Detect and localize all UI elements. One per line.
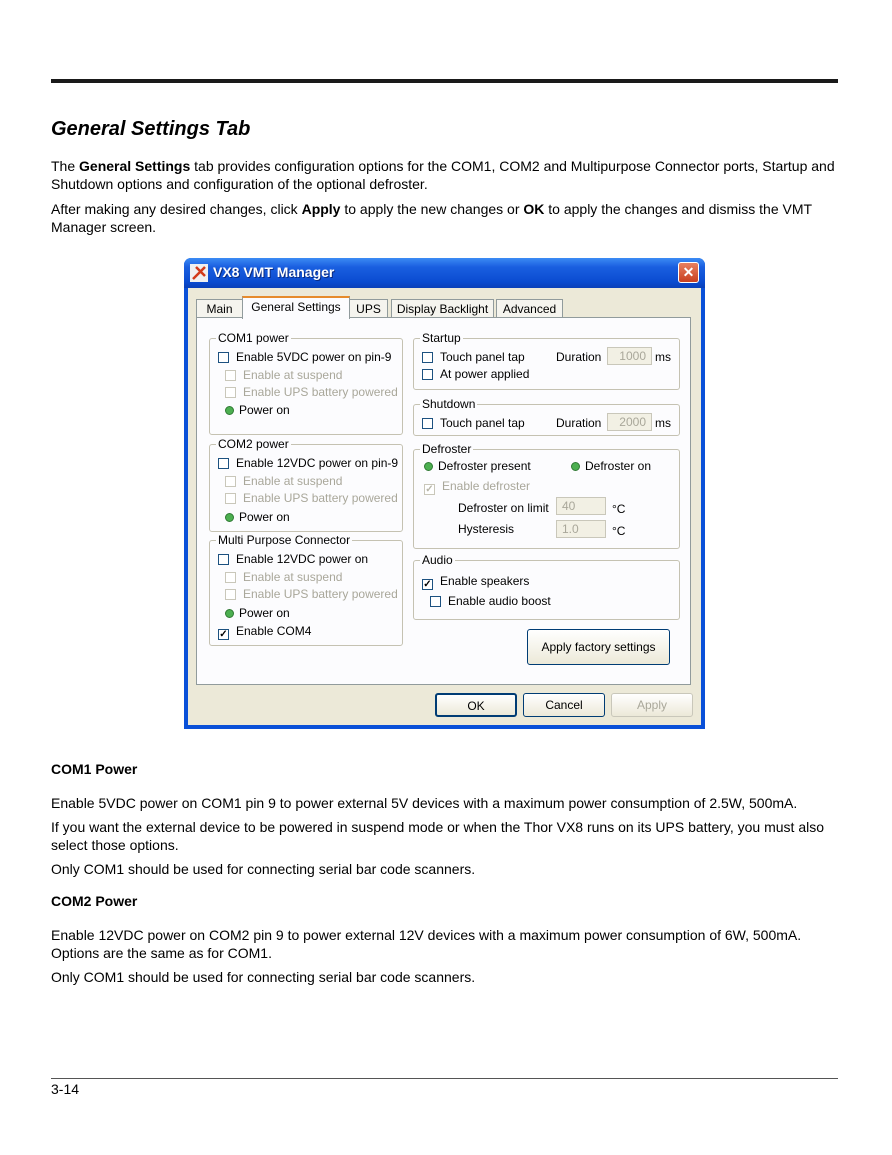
enable-defroster-checkbox[interactable] bbox=[424, 479, 530, 495]
checkbox-label: Enable at suspend bbox=[243, 368, 343, 382]
com2-power-status bbox=[225, 510, 290, 524]
checkbox-label: At power applied bbox=[440, 367, 530, 381]
checkbox-box bbox=[225, 476, 236, 487]
apply-factory-settings-button[interactable]: Apply factory settings bbox=[527, 629, 670, 665]
startup-touch-checkbox[interactable] bbox=[422, 350, 525, 364]
shutdown-unit-label: ms bbox=[655, 416, 671, 430]
window-titlebar bbox=[184, 258, 705, 288]
checkbox-label: Enable UPS battery powered bbox=[243, 385, 398, 399]
com2-power-heading: COM2 Power bbox=[51, 893, 138, 909]
com2-suspend-checkbox[interactable] bbox=[225, 474, 342, 488]
checkbox-box bbox=[422, 352, 433, 363]
defroster-limit-label: Defroster on limit bbox=[458, 501, 549, 515]
shutdown-touch-checkbox[interactable] bbox=[422, 416, 525, 430]
checkbox-label: Enable defroster bbox=[442, 479, 531, 493]
page-number: 3-14 bbox=[51, 1081, 80, 1097]
checkbox-label: Enable 12VDC power on pin-9 bbox=[236, 456, 399, 470]
shutdown-legend: Shutdown bbox=[422, 397, 476, 411]
checkmark-icon: ✓ bbox=[219, 629, 228, 640]
status-led-icon bbox=[225, 406, 234, 415]
mpc-ups-checkbox[interactable] bbox=[225, 587, 398, 601]
shutdown-group bbox=[413, 397, 680, 436]
checkbox-box bbox=[218, 458, 229, 469]
checkbox-label: Touch panel tap bbox=[440, 350, 525, 364]
vmt-manager-window bbox=[184, 258, 705, 729]
general-settings-panel bbox=[196, 317, 691, 685]
top-rule bbox=[51, 79, 838, 83]
com1-power-group bbox=[209, 331, 403, 435]
tab-general-settings[interactable]: General Settings bbox=[242, 296, 350, 319]
com2-ups-checkbox[interactable] bbox=[225, 491, 398, 505]
com1-enable-checkbox[interactable] bbox=[218, 350, 391, 364]
checkbox-box bbox=[422, 369, 433, 380]
status-led-icon bbox=[424, 462, 433, 471]
com1-paragraph-1: Enable 5VDC power on COM1 pin 9 to power external 5V devices with a maximum power consumption of 2.5W, 500mA. bbox=[51, 795, 798, 811]
checkbox-box bbox=[225, 589, 236, 600]
enable-audio-boost-checkbox[interactable] bbox=[430, 594, 551, 608]
com2-power-group bbox=[209, 437, 403, 532]
defroster-limit-field[interactable]: 40 bbox=[556, 497, 606, 515]
status-led-icon bbox=[225, 513, 234, 522]
com2-enable-checkbox[interactable] bbox=[218, 456, 398, 470]
defroster-legend: Defroster bbox=[422, 442, 472, 456]
status-led-icon bbox=[571, 462, 580, 471]
intro-paragraph-2: After making any desired changes, click Apply to apply the new changes or OK to apply the changes and dismiss the VMT Manager screen. bbox=[51, 201, 812, 235]
checkbox-label: Enable speakers bbox=[440, 574, 530, 588]
checkbox-box bbox=[225, 572, 236, 583]
mpc-enable-checkbox[interactable] bbox=[218, 552, 368, 566]
multi-purpose-connector-group bbox=[209, 533, 403, 646]
tab-ups[interactable]: UPS bbox=[349, 299, 388, 318]
status-label: Defroster present bbox=[438, 459, 531, 473]
checkmark-icon: ✓ bbox=[425, 484, 434, 495]
checkbox-label: Enable 12VDC power on bbox=[236, 552, 369, 566]
checkbox-box bbox=[218, 352, 229, 363]
com1-ups-checkbox[interactable] bbox=[225, 385, 398, 399]
mpc-power-status bbox=[225, 606, 290, 620]
checkbox-box bbox=[218, 554, 229, 565]
intro-paragraph-1: The General Settings tab provides configuration options for the COM1, COM2 and Multipurpose Connector ports, Startup and Shutdown options and configuration of the optional defroster. bbox=[51, 158, 835, 192]
hysteresis-field[interactable]: 1.0 bbox=[556, 520, 606, 538]
enable-com4-checkbox[interactable] bbox=[218, 624, 311, 640]
page-heading: General Settings Tab bbox=[51, 118, 251, 140]
startup-power-checkbox[interactable] bbox=[422, 367, 529, 381]
footer-rule bbox=[51, 1078, 838, 1079]
checkbox-box bbox=[422, 418, 433, 429]
tab-advanced[interactable]: Advanced bbox=[496, 299, 563, 318]
startup-group bbox=[413, 331, 680, 390]
hysteresis-unit: °C bbox=[612, 524, 626, 538]
com1-paragraph-3: Only COM1 should be used for connecting serial bar code scanners. bbox=[51, 861, 476, 877]
app-icon bbox=[190, 264, 208, 282]
checkbox-box bbox=[430, 596, 441, 607]
status-label: Power on bbox=[239, 606, 290, 620]
com2-power-legend: COM2 power bbox=[218, 437, 289, 451]
startup-duration-label: Duration bbox=[556, 350, 602, 364]
checkbox-label: Enable audio boost bbox=[448, 594, 551, 608]
com1-power-status bbox=[225, 403, 290, 417]
close-icon: ✕ bbox=[682, 264, 695, 280]
checkbox-box bbox=[225, 387, 236, 398]
tab-main[interactable]: Main bbox=[196, 299, 243, 318]
close-button[interactable] bbox=[678, 262, 699, 283]
checkbox-label: Enable at suspend bbox=[243, 570, 343, 584]
startup-unit-label: ms bbox=[655, 350, 671, 364]
audio-legend: Audio bbox=[422, 553, 453, 567]
status-led-icon bbox=[225, 609, 234, 618]
status-label: Power on bbox=[239, 403, 290, 417]
enable-speakers-checkbox[interactable] bbox=[422, 574, 529, 590]
checkbox-box bbox=[225, 493, 236, 504]
mpc-legend: Multi Purpose Connector bbox=[218, 533, 351, 547]
status-label: Defroster on bbox=[585, 459, 652, 473]
defroster-group bbox=[413, 442, 680, 549]
defroster-limit-unit: °C bbox=[612, 502, 626, 516]
checkbox-label: Enable at suspend bbox=[243, 474, 343, 488]
tab-display-backlight[interactable]: Display Backlight bbox=[391, 299, 494, 318]
hysteresis-label: Hysteresis bbox=[458, 522, 515, 536]
com2-paragraph-1: Enable 12VDC power on COM2 pin 9 to power external 12V devices with a maximum power consumption of 6W, 500mA. Options are the same as for COM1. bbox=[51, 927, 802, 961]
checkbox-label: Enable UPS battery powered bbox=[243, 491, 398, 505]
window-title: VX8 VMT Manager bbox=[213, 264, 335, 280]
ok-button[interactable]: OK bbox=[435, 693, 517, 717]
com1-power-legend: COM1 power bbox=[218, 331, 289, 345]
com1-power-heading: COM1 Power bbox=[51, 761, 138, 777]
checkbox-box bbox=[225, 370, 236, 381]
checkmark-icon: ✓ bbox=[423, 579, 432, 590]
defroster-on-status bbox=[571, 459, 651, 473]
window-client bbox=[188, 288, 701, 725]
cancel-button[interactable]: Cancel bbox=[523, 693, 605, 717]
checkbox-label: Enable 5VDC power on pin-9 bbox=[236, 350, 392, 364]
checkbox-label: Enable COM4 bbox=[236, 624, 312, 638]
startup-duration-field[interactable]: 1000 bbox=[607, 347, 652, 365]
shutdown-duration-label: Duration bbox=[556, 416, 602, 430]
defroster-present-status bbox=[424, 459, 531, 473]
checkbox-label: Enable UPS battery powered bbox=[243, 587, 398, 601]
audio-group bbox=[413, 553, 680, 620]
mpc-suspend-checkbox[interactable] bbox=[225, 570, 342, 584]
startup-legend: Startup bbox=[422, 331, 461, 345]
checkbox-label: Touch panel tap bbox=[440, 416, 525, 430]
com2-paragraph-2: Only COM1 should be used for connecting serial bar code scanners. bbox=[51, 969, 476, 985]
shutdown-duration-field[interactable]: 2000 bbox=[607, 413, 652, 431]
com1-paragraph-2: If you want the external device to be powered in suspend mode or when the Thor VX8 runs on its UPS battery, you must also select those options. bbox=[51, 819, 825, 853]
com1-suspend-checkbox[interactable] bbox=[225, 368, 342, 382]
status-label: Power on bbox=[239, 510, 290, 524]
apply-button[interactable]: Apply bbox=[611, 693, 693, 717]
